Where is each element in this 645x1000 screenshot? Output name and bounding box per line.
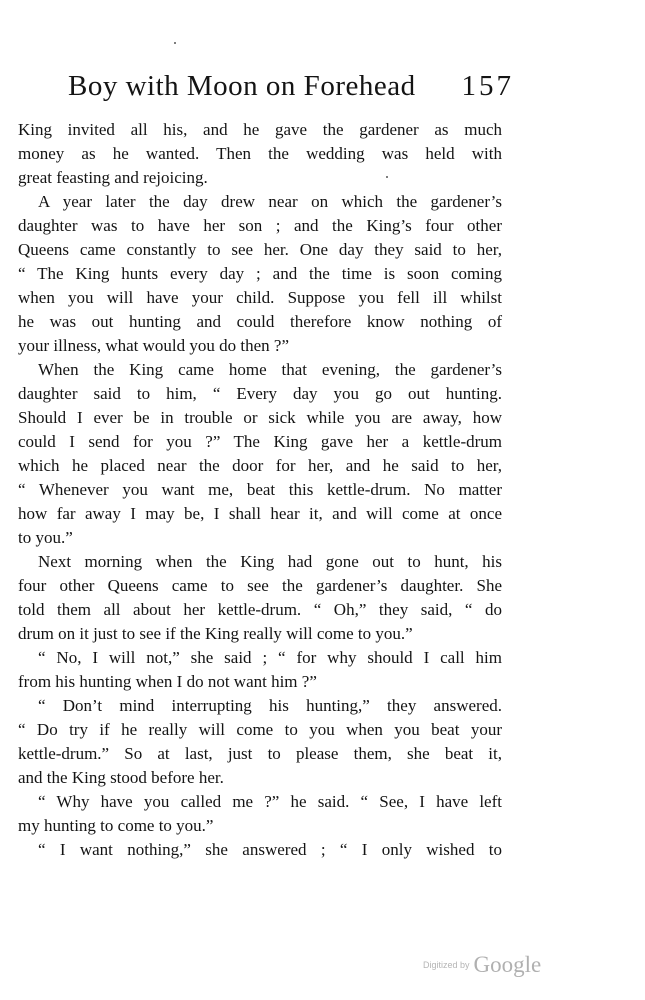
running-title: Boy with Moon on Forehead (68, 70, 416, 102)
text-line: which he placed near the door for her, and he said to her, (18, 456, 502, 475)
text-line: your illness, what would you do then ?” (18, 336, 290, 355)
text-line: “ The King hunts every day ; and the time is soon coming (18, 264, 502, 283)
text-line: told them all about her kettle-drum. “ Oh,” they said, “ do (18, 600, 502, 619)
body-text (18, 118, 502, 862)
text-line: Should I ever be in trouble or sick while you are away, how (18, 408, 502, 427)
text-line: great feasting and rejoicing. (18, 168, 208, 187)
text-line: my hunting to come to you.” (18, 816, 214, 835)
text-line: when you will have your child. Suppose you fell ill whilst (18, 288, 502, 307)
text-line: When the King came home that evening, the gardener’s (38, 360, 502, 379)
text-line: to you.” (18, 528, 73, 547)
text-line: he was out hunting and could therefore know nothing of (18, 312, 502, 331)
text-line: Queens came constantly to see her. One day they said to her, (18, 240, 502, 259)
text-line: and the King stood before her. (18, 768, 224, 787)
page-header (68, 70, 514, 110)
text-line: A year later the day drew near on which the gardener’s (38, 192, 502, 211)
text-line: from his hunting when I do not want him ?” (18, 672, 317, 691)
text-line: drum on it just to see if the King really will come to you.” (18, 624, 413, 643)
watermark-prefix: Digitized by (423, 960, 470, 970)
digitized-watermark (423, 952, 541, 978)
text-line: how far away I may be, I shall hear it, and will come at once (18, 504, 502, 523)
text-line: “ Do try if he really will come to you when you beat your (18, 720, 502, 739)
text-line: money as he wanted. Then the wedding was held with (18, 144, 502, 163)
text-line: four other Queens came to see the gardener’s daughter. She (18, 576, 502, 595)
text-line: could I send for you ?” The King gave her a kettle-drum (18, 432, 502, 451)
text-line: “ I want nothing,” she answered ; “ I only wished to (38, 840, 502, 859)
page-number: 157 (461, 70, 514, 102)
text-line: “ No, I will not,” she said ; “ for why should I call him (38, 648, 502, 667)
scan-speck (174, 42, 176, 44)
text-line: “ Don’t mind interrupting his hunting,” they answered. (38, 696, 502, 715)
google-logo: Google (473, 952, 542, 977)
text-line: Next morning when the King had gone out to hunt, his (38, 552, 502, 571)
text-line: King invited all his, and he gave the gardener as much (18, 120, 502, 139)
text-line: daughter was to have her son ; and the King’s four other (18, 216, 502, 235)
text-line: “ Why have you called me ?” he said. “ See, I have left (38, 792, 502, 811)
text-line: “ Whenever you want me, beat this kettle-drum. No matter (18, 480, 502, 499)
text-line: daughter said to him, “ Every day you go out hunting. (18, 384, 502, 403)
text-line: kettle-drum.” So at last, just to please them, she beat it, (18, 744, 502, 763)
